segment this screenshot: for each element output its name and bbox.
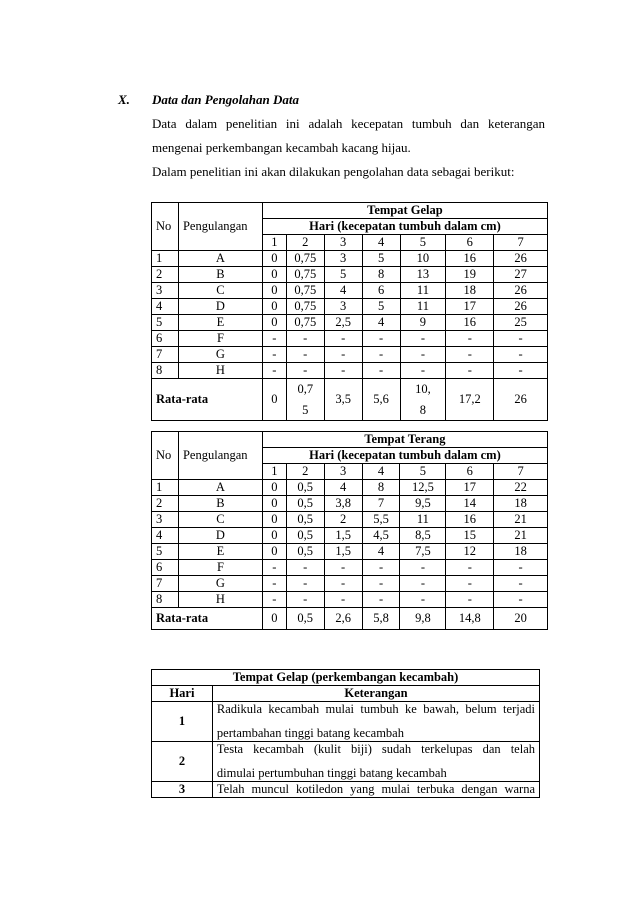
cell-value: 4 <box>362 315 400 331</box>
header-day: 3 <box>324 464 362 480</box>
average-value: 5,8 <box>362 608 400 630</box>
table-row <box>152 283 548 299</box>
cell-value: 9 <box>400 315 446 331</box>
table-row <box>152 560 548 576</box>
section-heading <box>118 92 299 108</box>
cell-value: 18 <box>494 544 548 560</box>
cell-pengulangan: E <box>178 315 262 331</box>
cell-value: 17 <box>446 480 494 496</box>
table-row <box>152 742 540 782</box>
header-day: 1 <box>262 235 286 251</box>
table-row <box>152 347 548 363</box>
table-row <box>152 331 548 347</box>
header-day: 1 <box>262 464 286 480</box>
table-row <box>152 363 548 379</box>
cell-value: - <box>286 363 324 379</box>
cell-value: 21 <box>494 528 548 544</box>
table-title: Tempat Terang <box>262 432 547 448</box>
cell-value: 26 <box>494 299 548 315</box>
cell-pengulangan: B <box>178 267 262 283</box>
cell-value: 0,75 <box>286 299 324 315</box>
cell-value: - <box>262 363 286 379</box>
table-row <box>152 544 548 560</box>
cell-value: 4 <box>324 283 362 299</box>
cell-value: - <box>324 347 362 363</box>
cell-pengulangan: D <box>178 299 262 315</box>
cell-value: 2,5 <box>324 315 362 331</box>
table-row <box>152 528 548 544</box>
cell-no: 2 <box>152 496 179 512</box>
cell-no: 7 <box>152 347 179 363</box>
cell-value: 0 <box>262 283 286 299</box>
cell-value: - <box>324 576 362 592</box>
paragraph-line: Dalam penelitian ini akan dilakukan pengolahan data sebagai berikut: <box>152 164 515 179</box>
cell-hari: 3 <box>152 782 213 798</box>
cell-value: - <box>262 592 286 608</box>
cell-value: - <box>286 331 324 347</box>
average-value <box>400 379 446 421</box>
cell-pengulangan: D <box>178 528 262 544</box>
section-title: Data dan Pengolahan Data <box>152 92 299 107</box>
cell-value: 16 <box>446 251 494 267</box>
cell-value: 11 <box>400 299 446 315</box>
table-row <box>152 702 540 742</box>
cell-value: - <box>362 347 400 363</box>
cell-value: 0 <box>262 512 286 528</box>
cell-value: 1,5 <box>324 544 362 560</box>
cell-no: 1 <box>152 251 179 267</box>
cell-value: 0 <box>262 267 286 283</box>
cell-value: 0,75 <box>286 283 324 299</box>
section-number: X. <box>118 92 130 107</box>
cell-value: 0,75 <box>286 251 324 267</box>
average-value-part: 0,7 <box>297 381 314 396</box>
cell-no: 1 <box>152 480 179 496</box>
cell-no: 5 <box>152 315 179 331</box>
cell-value: 0 <box>262 544 286 560</box>
header-keterangan: Keterangan <box>212 686 539 702</box>
cell-value: - <box>446 347 494 363</box>
table-row <box>152 267 548 283</box>
cell-no: 4 <box>152 528 179 544</box>
average-value <box>286 379 324 421</box>
keterangan-line: Telah muncul kotiledon yang mulai terbuka dengan warna <box>216 782 535 796</box>
cell-keterangan <box>212 742 539 782</box>
cell-pengulangan: C <box>178 512 262 528</box>
cell-value: - <box>324 363 362 379</box>
cell-value: 0 <box>262 299 286 315</box>
table-row <box>152 496 548 512</box>
cell-pengulangan: H <box>178 592 262 608</box>
cell-pengulangan: E <box>178 544 262 560</box>
cell-value: - <box>446 592 494 608</box>
cell-value: 8 <box>362 480 400 496</box>
cell-value: 22 <box>494 480 548 496</box>
cell-value: 13 <box>400 267 446 283</box>
table-title: Tempat Gelap (perkembangan kecambah) <box>152 670 540 686</box>
cell-value: - <box>494 363 548 379</box>
cell-no: 6 <box>152 560 179 576</box>
header-day: 7 <box>494 464 548 480</box>
cell-value: 18 <box>446 283 494 299</box>
cell-no: 8 <box>152 363 179 379</box>
cell-no: 8 <box>152 592 179 608</box>
keterangan-line: pertambahan tinggi batang kecambah <box>216 726 404 740</box>
table-row <box>152 512 548 528</box>
table-row <box>152 315 548 331</box>
header-day: 4 <box>362 464 400 480</box>
cell-value: 7,5 <box>400 544 446 560</box>
cell-no: 4 <box>152 299 179 315</box>
cell-value: - <box>262 576 286 592</box>
keterangan-line: Testa kecambah (kulit biji) sudah terkelupas dan telah <box>216 742 535 756</box>
cell-value: - <box>400 560 446 576</box>
cell-value: 26 <box>494 283 548 299</box>
cell-value: - <box>262 331 286 347</box>
cell-value: - <box>286 560 324 576</box>
cell-value: - <box>362 560 400 576</box>
header-pengulangan: Pengulangan <box>178 203 262 251</box>
cell-no: 6 <box>152 331 179 347</box>
cell-value: 5,5 <box>362 512 400 528</box>
cell-value: 0,75 <box>286 315 324 331</box>
cell-value: 2 <box>324 512 362 528</box>
average-value: 26 <box>494 379 548 421</box>
cell-value: - <box>362 592 400 608</box>
cell-value: 1,5 <box>324 528 362 544</box>
cell-value: 19 <box>446 267 494 283</box>
cell-pengulangan: B <box>178 496 262 512</box>
average-value: 3,5 <box>324 379 362 421</box>
cell-value: 27 <box>494 267 548 283</box>
header-no: No <box>152 432 179 480</box>
cell-value: 14 <box>446 496 494 512</box>
cell-value: 15 <box>446 528 494 544</box>
cell-value: 11 <box>400 512 446 528</box>
cell-value: - <box>324 331 362 347</box>
header-pengulangan: Pengulangan <box>178 432 262 480</box>
cell-no: 3 <box>152 512 179 528</box>
cell-value: 10 <box>400 251 446 267</box>
average-value: 14,8 <box>446 608 494 630</box>
cell-value: 25 <box>494 315 548 331</box>
header-day: 6 <box>446 235 494 251</box>
table-row <box>152 251 548 267</box>
cell-value: - <box>286 576 324 592</box>
cell-value: 6 <box>362 283 400 299</box>
cell-value: - <box>362 576 400 592</box>
header-no: No <box>152 203 179 251</box>
table-row <box>152 782 540 798</box>
cell-pengulangan: G <box>178 576 262 592</box>
cell-value: - <box>494 560 548 576</box>
cell-no: 7 <box>152 576 179 592</box>
cell-value: 0,5 <box>286 496 324 512</box>
cell-value: - <box>400 576 446 592</box>
table-row <box>152 576 548 592</box>
average-value: 17,2 <box>446 379 494 421</box>
header-day: 6 <box>446 464 494 480</box>
cell-value: 8 <box>362 267 400 283</box>
cell-value: 3 <box>324 251 362 267</box>
average-value-part: 5 <box>302 402 309 417</box>
cell-value: - <box>400 363 446 379</box>
cell-value: 4,5 <box>362 528 400 544</box>
average-label: Rata-rata <box>152 608 263 630</box>
cell-value: 0 <box>262 315 286 331</box>
average-label: Rata-rata <box>152 379 263 421</box>
header-hari-group: Hari (kecepatan tumbuh dalam cm) <box>262 219 547 235</box>
table-keterangan <box>151 669 540 798</box>
cell-pengulangan: H <box>178 363 262 379</box>
cell-pengulangan: A <box>178 251 262 267</box>
average-value: 2,6 <box>324 608 362 630</box>
cell-value: 0 <box>262 251 286 267</box>
cell-value: 12 <box>446 544 494 560</box>
cell-value: - <box>362 363 400 379</box>
average-value: 0 <box>262 608 286 630</box>
cell-value: 5 <box>362 251 400 267</box>
cell-value: 0 <box>262 480 286 496</box>
cell-value: - <box>262 347 286 363</box>
cell-hari: 2 <box>152 742 213 782</box>
cell-keterangan <box>212 782 539 798</box>
cell-value: - <box>324 592 362 608</box>
cell-value: 9,5 <box>400 496 446 512</box>
cell-value: - <box>262 560 286 576</box>
header-day: 5 <box>400 464 446 480</box>
cell-value: 0,5 <box>286 480 324 496</box>
cell-value: - <box>286 592 324 608</box>
cell-value: 21 <box>494 512 548 528</box>
cell-value: 0,5 <box>286 528 324 544</box>
average-value-part: 10, <box>415 381 431 396</box>
cell-value: 0,75 <box>286 267 324 283</box>
cell-value: - <box>494 576 548 592</box>
cell-value: - <box>324 560 362 576</box>
paragraph-line: Data dalam penelitian ini adalah kecepatan tumbuh dan keterangan <box>152 116 545 131</box>
cell-no: 2 <box>152 267 179 283</box>
header-day: 2 <box>286 235 324 251</box>
keterangan-line: Radikula kecambah mulai tumbuh ke bawah, belum terjadi <box>216 702 535 716</box>
cell-value: 5 <box>362 299 400 315</box>
header-day: 5 <box>400 235 446 251</box>
average-value: 9,8 <box>400 608 446 630</box>
header-hari-group: Hari (kecepatan tumbuh dalam cm) <box>262 448 547 464</box>
table-row <box>152 299 548 315</box>
cell-value: 0 <box>262 496 286 512</box>
cell-value: 11 <box>400 283 446 299</box>
cell-value: 8,5 <box>400 528 446 544</box>
cell-value: - <box>446 331 494 347</box>
header-hari: Hari <box>152 686 213 702</box>
keterangan-line: dimulai pertumbuhan tinggi batang kecambah <box>216 766 447 780</box>
cell-value: - <box>400 592 446 608</box>
average-value: 5,6 <box>362 379 400 421</box>
cell-value: 3 <box>324 299 362 315</box>
cell-value: 16 <box>446 315 494 331</box>
cell-value: - <box>494 331 548 347</box>
average-value: 0,5 <box>286 608 324 630</box>
paragraph-line: mengenai perkembangan kecambah kacang hijau. <box>152 140 411 155</box>
cell-value: - <box>286 347 324 363</box>
cell-value: 0 <box>262 528 286 544</box>
cell-value: - <box>494 347 548 363</box>
cell-value: 26 <box>494 251 548 267</box>
cell-value: - <box>400 347 446 363</box>
cell-value: 17 <box>446 299 494 315</box>
cell-value: 4 <box>362 544 400 560</box>
cell-value: 0,5 <box>286 544 324 560</box>
cell-keterangan <box>212 702 539 742</box>
cell-hari: 1 <box>152 702 213 742</box>
cell-pengulangan: F <box>178 331 262 347</box>
header-day: 7 <box>494 235 548 251</box>
cell-value: - <box>362 331 400 347</box>
table-row <box>152 480 548 496</box>
cell-value: - <box>494 592 548 608</box>
cell-pengulangan: F <box>178 560 262 576</box>
table-title: Tempat Gelap <box>262 203 547 219</box>
cell-value: 0,5 <box>286 512 324 528</box>
cell-value: 18 <box>494 496 548 512</box>
cell-value: 16 <box>446 512 494 528</box>
cell-value: 5 <box>324 267 362 283</box>
cell-value: 3,8 <box>324 496 362 512</box>
average-value-part: 8 <box>419 402 427 417</box>
cell-no: 3 <box>152 283 179 299</box>
cell-pengulangan: A <box>178 480 262 496</box>
table-tempat-terang <box>151 431 548 630</box>
header-day: 2 <box>286 464 324 480</box>
header-day: 3 <box>324 235 362 251</box>
cell-value: 7 <box>362 496 400 512</box>
cell-pengulangan: G <box>178 347 262 363</box>
table-row <box>152 592 548 608</box>
header-day: 4 <box>362 235 400 251</box>
cell-value: - <box>446 560 494 576</box>
average-value: 0 <box>262 379 286 421</box>
cell-value: 4 <box>324 480 362 496</box>
average-value: 20 <box>494 608 548 630</box>
table-tempat-gelap <box>151 202 548 421</box>
cell-value: - <box>446 576 494 592</box>
cell-pengulangan: C <box>178 283 262 299</box>
cell-no: 5 <box>152 544 179 560</box>
cell-value: 12,5 <box>400 480 446 496</box>
cell-value: - <box>400 331 446 347</box>
cell-value: - <box>446 363 494 379</box>
